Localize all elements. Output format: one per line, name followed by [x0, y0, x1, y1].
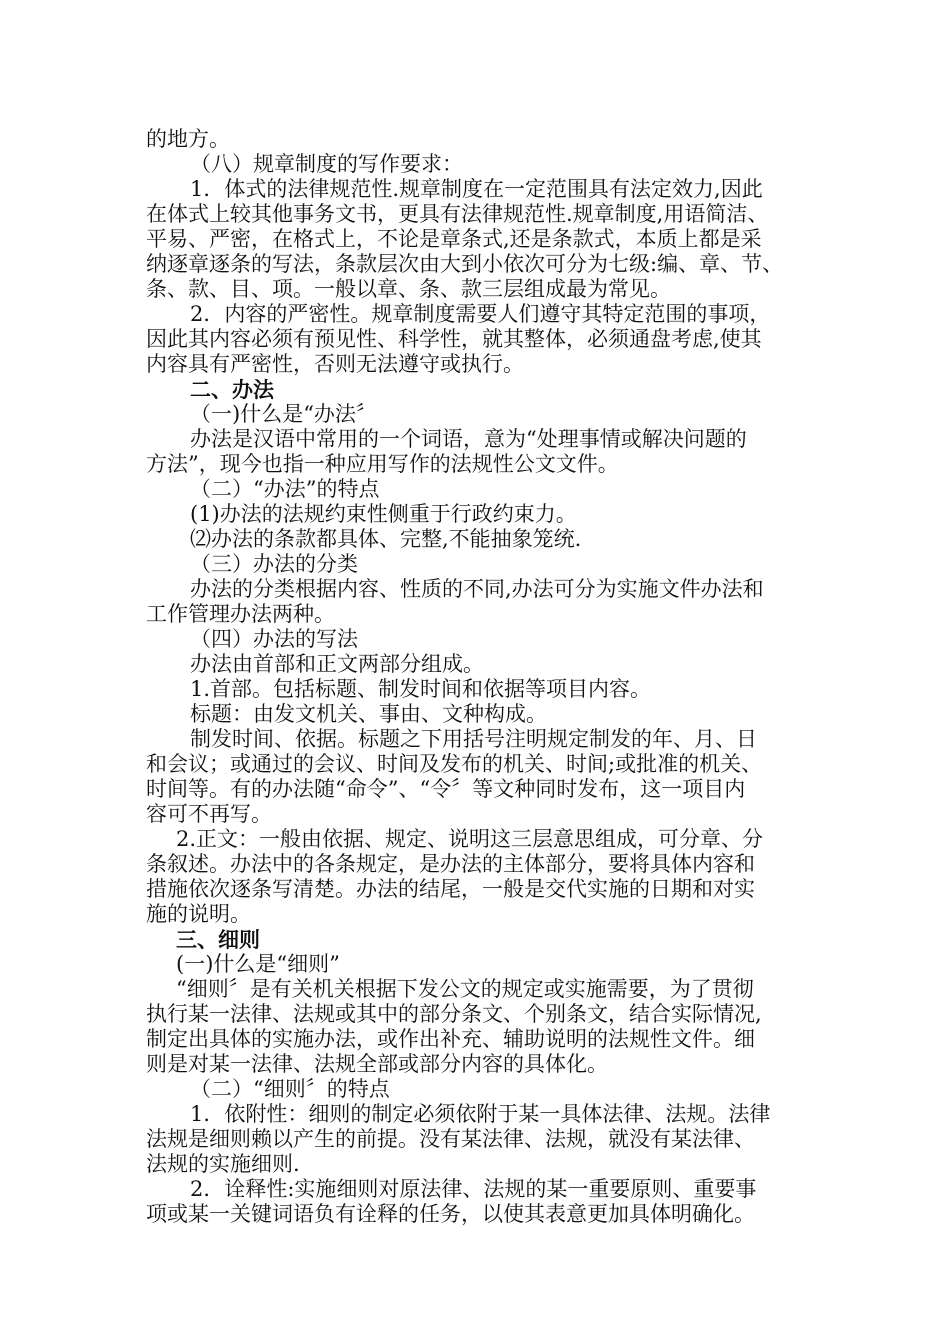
text-line: 2．内容的严密性。规章制度需要人们遵守其特定范围的事项，: [190, 302, 771, 326]
text-line: 2.正文：一般由依据、规定、说明这三层意思组成，可分章、分: [176, 827, 764, 851]
text-line: 纳逐章逐条的写法，条款层次由大到小依次可分为七级:编、章、节、: [146, 252, 784, 276]
text-line: 条叙述。办法中的各条规定，是办法的主体部分，要将具体内容和: [146, 852, 755, 876]
text-line: 1.首部。包括标题、制发时间和依据等项目内容。: [190, 677, 652, 701]
text-line: 法规是细则赖以产生的前提。没有某法律、法规，就没有某法律、: [146, 1127, 755, 1151]
section-heading: （二）“细则〞的特点: [190, 1077, 390, 1101]
text-line: 办法是汉语中常用的一个词语，意为“处理事情或解决问题的: [190, 427, 747, 451]
text-line: 容可不再写。: [146, 802, 272, 826]
text-line: 因此其内容必须有预见性、科学性，就其整体，必须通盘考虑,使其: [146, 327, 762, 351]
section-heading: （二）“办法”的特点: [190, 477, 380, 501]
text-line: 2．诠释性:实施细则对原法律、法规的某一重要原则、重要事: [190, 1177, 757, 1201]
text-line: 内容具有严密性，否则无法遵守或执行。: [146, 352, 524, 376]
section-heading: （四）办法的写法: [190, 627, 358, 651]
text-line: 则是对某一法律、法规全部或部分内容的具体化。: [146, 1052, 608, 1076]
text-line: 1．体式的法律规范性.规章制度在一定范围具有法定效力,因此: [190, 177, 763, 201]
section-heading: （三）办法的分类: [190, 552, 358, 576]
section-heading: （一)什么是“办法〞: [190, 402, 377, 426]
text-line: 执行某一法律、法规或其中的部分条文、个别条文，结合实际情况,: [146, 1002, 762, 1026]
text-line: 工作管理办法两种。: [146, 602, 335, 626]
chapter-heading: 三、细则: [176, 927, 260, 952]
text-line: 项或某一关键词语负有诠释的任务，以使其表意更加具体明确化。: [146, 1202, 755, 1226]
section-heading: （八）规章制度的写作要求：: [190, 152, 463, 176]
text-line: 施的说明。: [146, 902, 251, 926]
text-line: ⑵办法的条款都具体、完整,不能抽象笼统.: [190, 527, 582, 551]
text-line: 在体式上较其他事务文书，更具有法律规范性.规章制度,用语简洁、: [146, 202, 769, 226]
chapter-heading: 二、办法: [190, 377, 274, 402]
text-line: 法规的实施细则.: [146, 1152, 300, 1176]
text-line: 的地方。: [146, 127, 230, 151]
text-line: 措施依次逐条写清楚。办法的结尾，一般是交代实施的日期和对实: [146, 877, 755, 901]
text-line: 制定出具体的实施办法，或作出补充、辅助说明的法规性文件。细: [146, 1027, 755, 1051]
text-line: 1．依附性：细则的制定必须依附于某一具体法律、法规。法律: [190, 1102, 771, 1126]
text-line: 办法的分类根据内容、性质的不同,办法可分为实施文件办法和: [190, 577, 764, 601]
text-line: 办法由首部和正文两部分组成。: [190, 652, 484, 676]
text-line: 平易、严密，在格式上，不论是章条式,还是条款式，本质上都是采: [146, 227, 762, 251]
text-line: 标题：由发文机关、事由、文种构成。: [190, 702, 547, 726]
text-line: “细则〞是有关机关根据下发公文的规定或实施需要，为了贯彻: [176, 977, 754, 1001]
text-line: 条、款、目、项。一般以章、条、款三层组成最为常见。: [146, 277, 671, 301]
section-heading: (一)什么是“细则”: [176, 952, 340, 976]
text-line: 方法”，现今也指一种应用写作的法规性公文文件。: [146, 452, 619, 476]
text-line: 时间等。有的办法随“命令”、“令〞等文种同时发布，这一项目内: [146, 777, 746, 801]
text-line: 和会议；或通过的会议、时间及发布的机关、时间;或批准的机关、: [146, 752, 763, 776]
text-line: 制发时间、依据。标题之下用括号注明规定制发的年、月、日: [190, 727, 757, 751]
text-line: (1)办法的法规约束性侧重于行政约束力。: [190, 502, 577, 526]
